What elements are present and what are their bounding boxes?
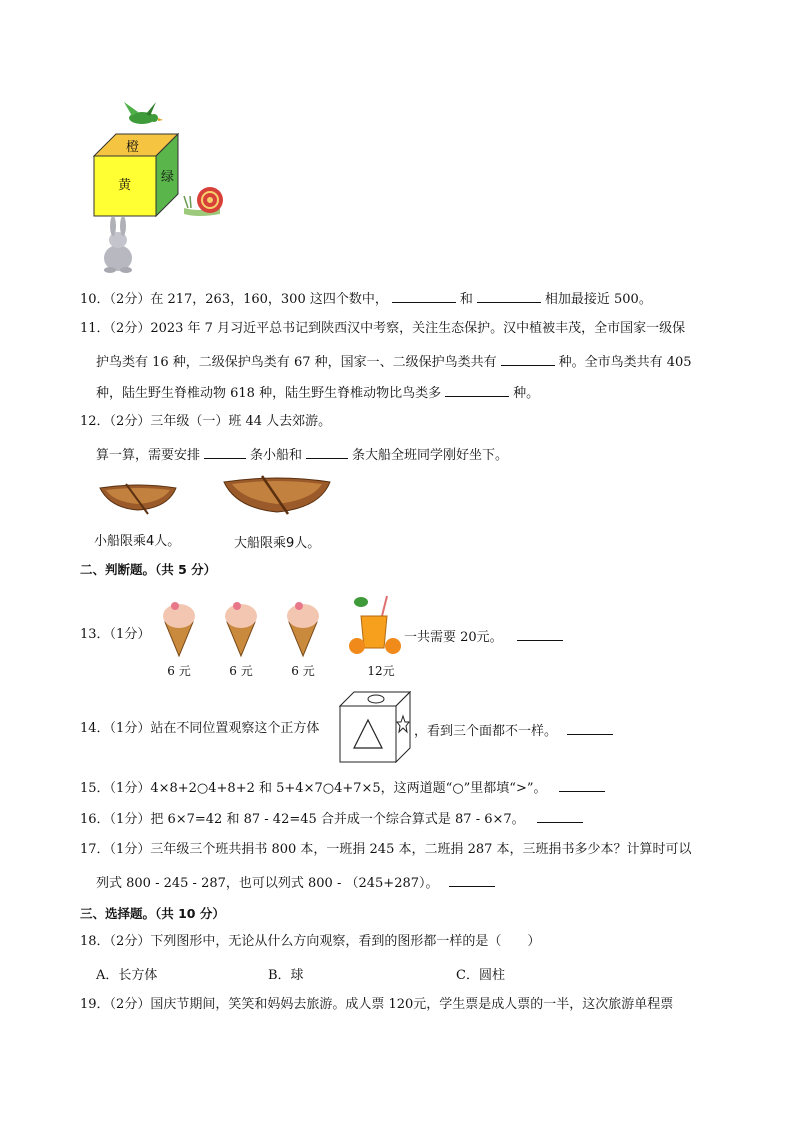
judge-blank[interactable] — [559, 777, 605, 792]
answer-blank-2[interactable] — [445, 382, 509, 397]
question-number: 15． — [80, 781, 110, 796]
cube-figure — [88, 96, 233, 276]
question-15 — [80, 777, 609, 798]
price-label: 6 元 — [291, 664, 315, 678]
question-score: （1分） — [109, 721, 151, 736]
judge-blank[interactable] — [517, 626, 563, 641]
question-number: 11． — [80, 321, 110, 336]
question-number: 19． — [80, 997, 110, 1012]
big-boat-icon — [222, 472, 332, 516]
section-2-title: 二、判断题。（共 5 分） — [80, 562, 217, 577]
snail-icon — [184, 187, 223, 216]
cube-side-label: 绿 — [161, 170, 175, 185]
small-boat-label: 小船限乘4人。 — [94, 534, 181, 549]
question-text: 条大船全班同学刚好坐下。 — [352, 448, 509, 463]
question-score: （1分） — [109, 627, 151, 642]
question-18 — [80, 933, 540, 951]
big-boat-label: 大船限乘9人。 — [234, 536, 321, 551]
question-11-line-2 — [96, 351, 692, 372]
question-17-line-2 — [96, 872, 499, 893]
question-score: （2分） — [109, 934, 151, 949]
question-number: 14． — [80, 721, 110, 736]
question-text: 三年级三个班共捐书 800 本，一班捐 245 本，二班捐 287 本，三班捐书多少本？计算时可以 — [150, 842, 692, 857]
question-14-line — [80, 720, 319, 738]
bird-icon — [124, 102, 163, 124]
question-text: 2023 年 7 月习近平总书记到陕西汉中考察，关注生态保护。汉中植被丰茂，全市国家一级保 — [150, 321, 686, 336]
question-10 — [80, 288, 652, 309]
price-label: 6 元 — [167, 664, 191, 678]
answer-blank-1[interactable] — [392, 288, 456, 303]
rabbit-icon — [104, 216, 132, 273]
judge-blank[interactable] — [537, 808, 583, 823]
option-c[interactable]: C．圆柱 — [456, 968, 505, 983]
question-number: 16． — [80, 812, 110, 827]
question-text: 相加最接近 500。 — [544, 292, 652, 307]
question-text: 国庆节期间，笑笑和妈妈去旅游。成人票 120元，学生票是成人票的一半，这次旅游单程票 — [150, 997, 674, 1012]
question-text: 算一算，需要安排 — [96, 448, 201, 463]
ice-cream-icon — [163, 602, 195, 656]
ice-cream-icon — [287, 602, 319, 656]
question-17-line-1 — [80, 841, 692, 859]
question-text: 列式 800 - 245 - 287，也可以列式 800 - （245+287）。 — [96, 876, 439, 891]
question-number: 17． — [80, 842, 110, 857]
question-score: （1分） — [109, 781, 151, 796]
question-score: （2分） — [109, 414, 151, 429]
big-boat-figure — [218, 470, 348, 552]
question-score: （1分） — [109, 812, 151, 827]
answer-blank-small-boats[interactable] — [204, 444, 246, 459]
question-11-line-1 — [80, 320, 685, 338]
question-text: 条小船和 — [250, 448, 303, 463]
question-text: 和 — [459, 292, 473, 307]
small-boat-figure — [92, 478, 202, 550]
question-13-number — [80, 626, 150, 644]
orange-juice-icon — [349, 596, 401, 654]
question-12-line-1 — [80, 413, 331, 431]
section-3-title: 三、选择题。（共 10 分） — [80, 906, 225, 921]
question-text: 站在不同位置观察这个正方体 — [150, 721, 320, 736]
option-a[interactable]: A．长方体 — [96, 968, 158, 983]
question-11-line-3 — [96, 382, 539, 403]
question-number: 12． — [80, 414, 110, 429]
cube-illustration — [88, 96, 233, 276]
judge-blank[interactable] — [567, 720, 613, 735]
small-boat-icon — [98, 480, 178, 516]
question-score: （1分） — [109, 842, 151, 857]
answer-blank-big-boats[interactable] — [306, 444, 348, 459]
question-number: 18． — [80, 934, 110, 949]
answer-blank-1[interactable] — [501, 351, 555, 366]
question-number: 10． — [80, 292, 110, 307]
question-13-text — [404, 626, 567, 645]
shape-cube-icon — [338, 690, 412, 764]
question-text: ，看到三个面都不一样。 — [414, 724, 558, 739]
answer-blank-2[interactable] — [477, 288, 541, 303]
question-score: （2分） — [109, 292, 151, 307]
question-16 — [80, 808, 587, 829]
question-text: 一共需要 20元。 — [404, 630, 503, 645]
shape-cube-figure — [338, 690, 412, 764]
cube-top-label: 橙 — [126, 140, 140, 155]
question-text: 护鸟类有 16 种，二级保护鸟类有 67 种，国家一、二级保护鸟类共有 — [96, 355, 497, 370]
ice-cream-figure — [155, 594, 405, 682]
question-text: 种。全市鸟类共有 405 — [558, 355, 692, 370]
cube-front-label: 黄 — [118, 178, 132, 193]
question-number: 13． — [80, 627, 110, 642]
question-text: 三年级（一）班 44 人去郊游。 — [150, 414, 332, 429]
question-text: 种。 — [513, 386, 540, 401]
option-b[interactable]: B．球 — [268, 968, 304, 983]
question-12-line-2 — [96, 444, 508, 465]
ice-cream-icon — [225, 602, 257, 656]
question-14-text-2 — [414, 720, 617, 739]
question-text: 把 6×7=42 和 87 - 42=45 合并成一个综合算式是 87 - 6×7。 — [150, 812, 525, 827]
question-text: 4×8+2○4+8+2 和 5+4×7○4+7×5，这两道题“○”里都填“>”。 — [150, 781, 547, 796]
question-text: 在 217，263，160，300 这四个数中， — [150, 292, 388, 307]
question-score: （2分） — [109, 997, 151, 1012]
ice-cream-drawing — [155, 594, 405, 658]
question-text: 下列图形中，无论从什么方向观察，看到的图形都一样的是（ ） — [150, 934, 541, 949]
price-label: 12元 — [367, 664, 395, 678]
price-label: 6 元 — [229, 664, 253, 678]
question-text: 种，陆生野生脊椎动物 618 种，陆生野生脊椎动物比鸟类多 — [96, 386, 442, 401]
judge-blank[interactable] — [449, 872, 495, 887]
question-19-line-1 — [80, 996, 673, 1014]
question-score: （2分） — [109, 321, 151, 336]
